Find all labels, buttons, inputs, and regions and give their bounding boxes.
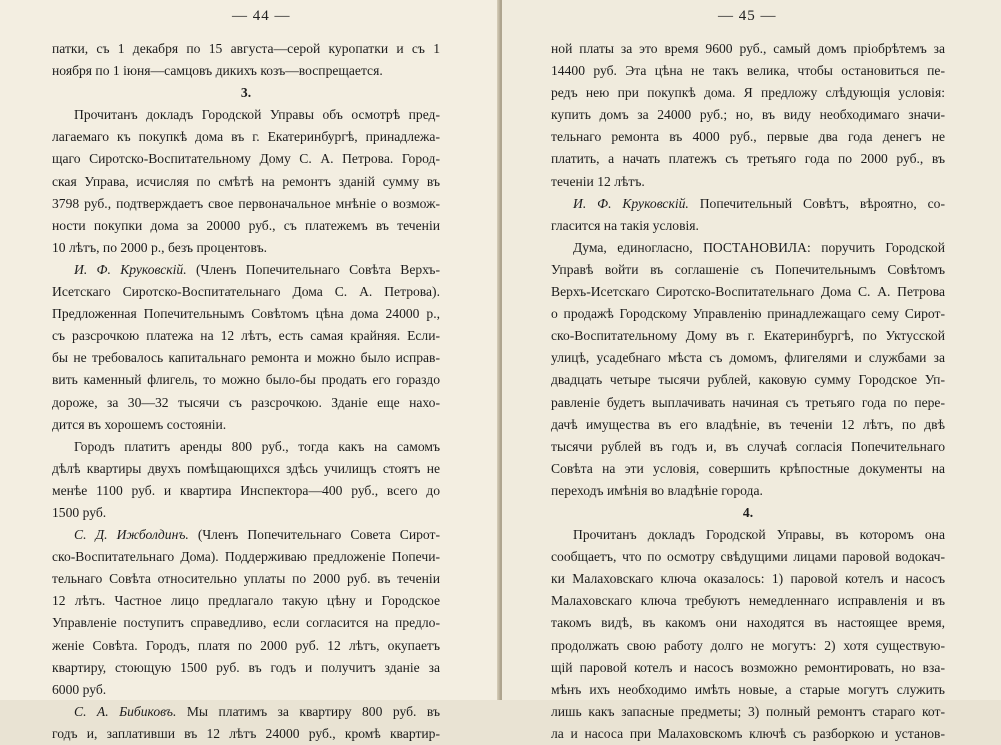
- text-line: тельнаго Совѣта относительно уплаты по 2000 руб. въ теченіи: [52, 571, 440, 587]
- speaker-name: С. Д. Ижболдинъ.: [74, 527, 189, 543]
- text-line: 6000 руб.: [52, 681, 107, 697]
- text-line: тельнаго ремонта въ 4000 руб., первые два года денегъ не: [551, 129, 945, 145]
- text-line: менѣе 1100 руб. и квартира Инспектора—400 руб., всего до: [52, 482, 440, 498]
- text-line: Верхъ-Исетскаго Сиротско-Воспитательнаго Дома С. А. Петрова: [551, 284, 945, 300]
- right-page: [502, 0, 1001, 741]
- text-line: мѣнъ ихъ необходимо имѣть новые, а старые могутъ служить: [551, 681, 945, 697]
- text-line: Малаховскаго ключа требуютъ немедленнаго исправленія и въ: [551, 593, 945, 609]
- text-line: ноября по 1 іюня—самцовъ дикихъ козъ—воспрещается.: [52, 63, 383, 79]
- text-line: 14400 руб. Эта цѣна не такъ велика, чтобы остановиться пе-: [551, 63, 945, 79]
- text-line: лишь какъ запасные предметы; 3) полный ремонтъ стараго кот-: [551, 703, 945, 719]
- text-line: женіе Совѣта. Городъ, платя по 2000 руб. 12 лѣтъ, окупаетъ: [52, 637, 440, 653]
- section-number: 3.: [240, 85, 252, 101]
- text-line: дится въ хорошемъ состояніи.: [52, 416, 227, 432]
- text-line: 3798 руб., подтверждаетъ свое первоначальное мнѣніе о возмож-: [52, 195, 440, 211]
- text-line: ско-Воспитательнаго Дома). Поддерживаю предложеніе Попечи-: [52, 549, 440, 565]
- text-line: ско-Воспитательному Дому въ г. Екатеринбургѣ, по Уктусской: [551, 328, 945, 344]
- text-line: Дума, единогласно, ПОСТАНОВИЛА: поручить Городской: [573, 239, 945, 255]
- text-line: переходъ имѣнія во владѣніе города.: [551, 482, 763, 498]
- text-line: Прочитанъ докладъ Городской Управы объ осмотрѣ пред-: [74, 107, 440, 123]
- text-line: годъ и, заплативши въ 12 лѣтъ 24000 руб., кромѣ квартир-: [52, 725, 440, 741]
- text-line: ки Малаховскаго ключа оказалось: 1) паровой котелъ и насосъ: [551, 571, 945, 587]
- text-line: Прочитанъ докладъ Городской Управы, въ которомъ она: [573, 527, 945, 543]
- text-line: о продажѣ Городскому Управленію принадлежащаго сему Сирот-: [551, 306, 945, 322]
- text-line: Предложенная Попечительнымъ Совѣтомъ цѣна дома 24000 р.,: [52, 306, 440, 322]
- text-line: И. Ф. Круковскій. Попечительный Совѣтъ, вѣроятно, со-: [573, 195, 945, 211]
- section-number: 4.: [742, 504, 754, 520]
- text-line: щаго Сиротско-Воспитательному Дому С. А. Петрова. Город-: [52, 151, 440, 167]
- text-line: купить домъ за 24000 руб.; но, въ виду необходимаго значи-: [551, 107, 945, 123]
- text-line: И. Ф. Круковскій. (Членъ Попечительнаго Совѣта Верхъ-: [74, 261, 440, 277]
- text-line: продолжать свою работу долго не могутъ: 2) хотя существую-: [551, 637, 945, 653]
- text-line: Исетскаго Сиротско-Воспитательнаго Дома С. А. Петрова).: [52, 284, 440, 300]
- speaker-name: И. Ф. Круковскій.: [573, 195, 689, 211]
- text-line: тысячи рублей въ годъ и, въ случаѣ согласія Попечительнаго: [551, 438, 945, 454]
- text-line: ла и насоса при Малаховскомъ ключѣ съ разборкою и установ-: [551, 725, 945, 741]
- speaker-name: И. Ф. Круковскій.: [74, 261, 187, 277]
- text-line: такомъ видѣ, въ какомъ они находятся въ настоящее время,: [551, 615, 945, 631]
- text-line: 10 лѣтъ, по 2000 р., безъ процентовъ.: [52, 239, 267, 255]
- left-page-text: [52, 38, 440, 745]
- text-line: ности покупки дома за 20000 руб., съ платежемъ въ теченіи: [52, 217, 440, 233]
- text-line: дѣлѣ квартиры двухъ помѣщающихся здѣсь училищъ стоятъ не: [52, 460, 440, 476]
- text-line: щій паровой котелъ и насосъ возможно ремонтировать, но вза-: [551, 659, 945, 675]
- text-line: С. А. Бибиковъ. Мы платимъ за квартиру 800 руб. въ: [74, 703, 440, 719]
- text-line: Совѣта на эти условія, совершить крѣпостные документы на: [551, 460, 945, 476]
- left-page: [0, 0, 499, 741]
- speaker-name: С. А. Бибиковъ.: [74, 703, 177, 719]
- text-line: 12 лѣтъ. Частное лицо предлагало такую цѣну и Городское: [52, 593, 440, 609]
- text-line: дороже, за 30—32 тысячи съ разсрочкою. Зданіе еще нахо-: [52, 394, 440, 410]
- text-line: улицѣ, усадебнаго мѣста съ домомъ, флигелями и службами за: [551, 350, 945, 366]
- text-line: гласится на такія условія.: [551, 217, 699, 233]
- text-line: С. Д. Ижболдинъ. (Членъ Попечительнаго Совета Сирот-: [74, 527, 440, 543]
- text-line: дачѣ имущества въ его владѣніе, въ теченіи 12 лѣтъ, по двѣ: [551, 416, 945, 432]
- text-line: платить, а начать платежъ съ третьяго года по 2000 руб., въ: [551, 151, 945, 167]
- text-line: патки, съ 1 декабря по 15 августа—серой куропатки и съ 1: [52, 41, 440, 56]
- text-line: редъ нею при покупкѣ дома. Я предложу слѣдующія условія:: [551, 85, 945, 101]
- page-number-right: — 45 —: [718, 8, 777, 24]
- text-line: лагаемаго къ покупкѣ дома въ г. Екатеринбургѣ, принадлежа-: [52, 129, 440, 145]
- text-line: 1500 руб.: [52, 504, 107, 520]
- text-line: двадцать четыре тысячи рублей, каковую сумму Городское Уп-: [551, 372, 945, 388]
- text-line: Городъ платитъ аренды 800 руб., тогда какъ на самомъ: [74, 438, 440, 454]
- text-line: вить каменный флигель, то можно было-бы продать его гораздо: [52, 372, 440, 388]
- text-line: Управленіе поступитъ справедливо, если согласится на предло-: [52, 615, 440, 631]
- text-line: теченіи 12 лѣтъ.: [551, 173, 645, 189]
- right-page-text: [551, 38, 945, 745]
- text-line: ская Управа, исчисляя по смѣтѣ на ремонтъ зданій сумму въ: [52, 173, 440, 189]
- text-line: сообщаетъ, что по осмотру свѣдущими лицами паровой водокач-: [551, 549, 945, 565]
- text-line: квартиру, стоющую 1500 руб. въ годъ и получитъ зданіе за: [52, 659, 440, 675]
- text-line: бы не требовалось капитальнаго ремонта и можно было исправ-: [52, 350, 440, 366]
- text-line: ной платы за это время 9600 руб., самый домъ пріобрѣтемъ за: [551, 41, 945, 56]
- text-line: равленіе будетъ выплачивать начиная съ третьяго года по пере-: [551, 394, 945, 410]
- text-line: Управѣ войти въ соглашеніе съ Попечительнымъ Совѣтомъ: [551, 261, 945, 277]
- page-number-left: — 44 —: [232, 8, 291, 24]
- text-line: съ разсрочкою платежа на 12 лѣтъ, есть самая крайняя. Если-: [52, 328, 440, 344]
